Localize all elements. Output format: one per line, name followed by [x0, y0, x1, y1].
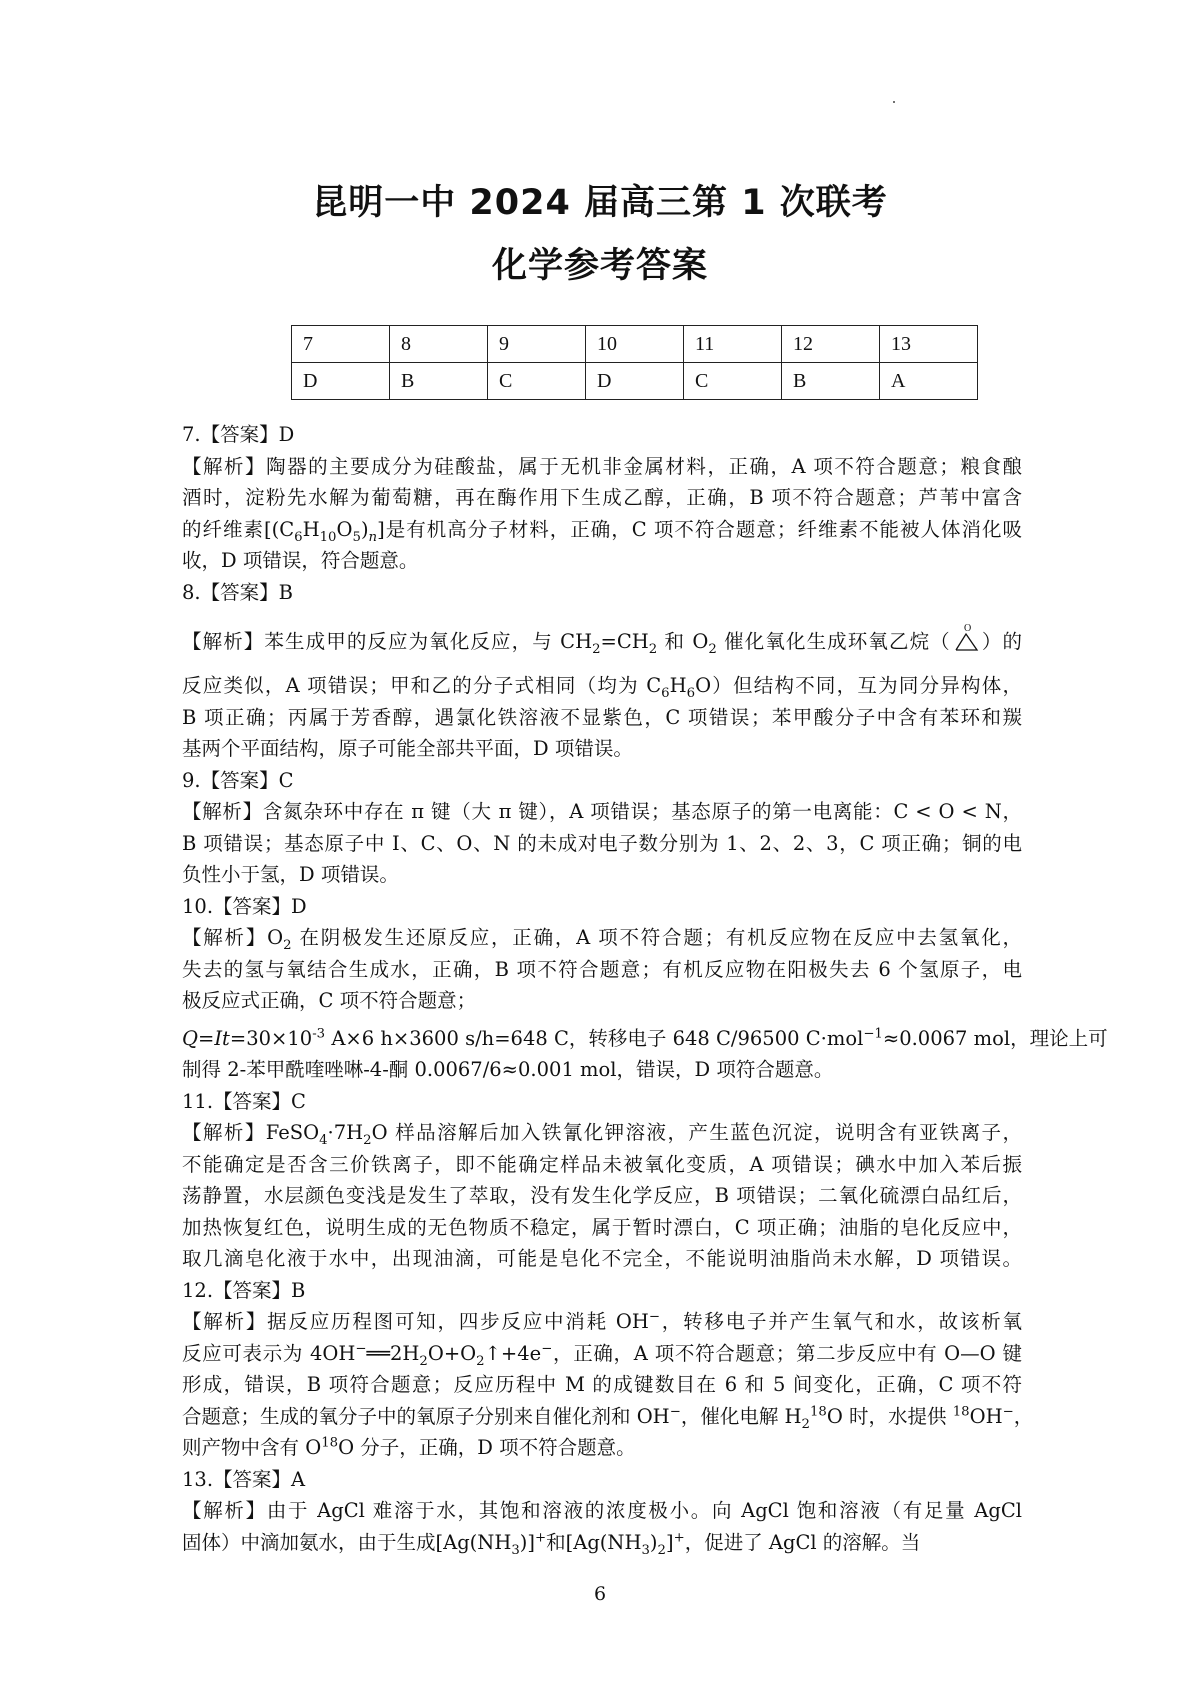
epoxide-oxygen-label: O — [963, 623, 972, 634]
answer-cell: D — [292, 363, 390, 400]
question-number-cell: 8 — [390, 326, 488, 363]
q12-explanation-line: 反应可表示为 $4OH^-══2H_2O+O_2↑+4e^-$，正确，A 项不符合题意；第二步反应中有 O—O 键 — [182, 1341, 1022, 1369]
question-number-cell: 10 — [586, 326, 684, 363]
question-number-cell: 13 — [880, 326, 978, 363]
q10-explanation-line: 失去的氢与氧结合生成水，正确，B 项不符合题意；有机反应物在阳极失去 6 个氢原子，电 — [182, 957, 1022, 981]
q7-answer: 7.【答案】D — [182, 423, 295, 446]
answer-cell: B — [390, 363, 488, 400]
q9-answer: 9.【答案】C — [182, 768, 294, 792]
scan-dot — [893, 101, 895, 103]
answer-table — [291, 325, 978, 400]
answer-cell: D — [586, 363, 684, 400]
question-number-cell: 7 — [292, 326, 390, 363]
q8-answer: 8.【答案】B — [182, 580, 293, 604]
q10-explanation-line: 【解析】$O_2$ 在阴极发生还原反应，正确，A 项不符合题；有机反应物在反应中去氢氧化， — [182, 926, 1022, 953]
q7-explanation-line: 的纤维素$[(C_6H_{10}O_5)_n]$是有机高分子材料，正确，C 项不符合题意；纤维素不能被人体消化吸 — [182, 517, 1023, 545]
q7-explanation-line: 【解析】陶器的主要成分为硅酸盐，属于无机非金属材料，正确，A 项不符合题意；粮食酿 — [182, 454, 1022, 478]
answer-table-numbers-row — [292, 326, 978, 363]
q10-answer: 10.【答案】D — [182, 894, 307, 918]
q9-explanation-line: B 项错误；基态原子中 I、C、O、N 的未成对电子数分别为 1、2、2、3，C 项正确；铜的电 — [182, 831, 1022, 855]
question-number-cell: 9 — [488, 326, 586, 363]
answer-table-answers-row — [292, 363, 978, 400]
q10-explanation-line: 极反应式正确，C 项不符合题意； — [182, 989, 477, 1012]
q11-explanation-line: 加热恢复红色，说明生成的无色物质不稳定，属于暂时漂白，C 项正确；油脂的皂化反应中， — [182, 1215, 1022, 1239]
q10-explanation-line: 制得 2-苯甲酰喹唑啉-4-酮 0.0067/6≈0.001 mol，错误，D 项符合题意。 — [182, 1058, 834, 1081]
q12-explanation-line: 【解析】据反应历程图可知，四步反应中消耗 OH−，转移电子并产生氧气和水，故该析氧 — [182, 1309, 1022, 1333]
q12-explanation-line: 合题意；生成的氧分子中的氧原子分别来自催化剂和 OH−，催化电解 $H_2^{18}O$ 时，水提供 $^{18}$OH−， — [182, 1404, 1034, 1432]
question-number-cell: 12 — [782, 326, 880, 363]
question-number-cell: 11 — [684, 326, 782, 363]
q10-explanation-line: $Q=It=30\times 10^{-3}$ A×6 h×3600 s/h=648 C，转移电子 648 C/96500 C·mol$^{-1}$≈0.0067 mol，理论上可 — [182, 1026, 1108, 1050]
q11-explanation-line: 不能确定是否含三价铁离子，即不能确定样品未被氧化变质，A 项错误；碘水中加入苯后振 — [182, 1152, 1022, 1176]
q8-explanation-line: 反应类似，A 项错误；甲和乙的分子式相同（均为 $C_6H_6O$）但结构不同，互为同分异构体， — [182, 674, 1022, 701]
q7-explanation-line: 收，D 项错误，符合题意。 — [182, 549, 419, 572]
q8-explanation-line: 基两个平面结构，原子可能全部共平面，D 项错误。 — [182, 737, 633, 760]
q13-explanation-line: 【解析】由于 AgCl 难溶于水，其饱和溶液的浓度极小。向 AgCl 饱和溶液（有足量 AgCl — [182, 1499, 1022, 1522]
answer-cell: C — [488, 363, 586, 400]
page-title: 昆明一中 2024 届高三第 1 次联考 — [312, 183, 888, 223]
epoxide-structure-icon — [951, 622, 981, 654]
q11-explanation-line: 荡静置，水层颜色变浅是发生了萃取，没有发生化学反应，B 项错误；二氧化硫漂白品红后， — [182, 1184, 1022, 1207]
q12-explanation-line: 形成，错误，B 项符合题意；反应历程中 M 的成键数目在 6 和 5 间变化，正确，C 项不符 — [182, 1373, 1022, 1396]
q7-explanation-line: 酒时，淀粉先水解为葡萄糖，再在酶作用下生成乙醇，正确，B 项不符合题意；芦苇中富含 — [182, 486, 1022, 509]
q11-answer: 11.【答案】C — [182, 1089, 306, 1113]
answer-cell: A — [880, 363, 978, 400]
q11-explanation-line: 【解析】$FeSO_4\cdot 7H_2O$ 样品溶解后加入铁氰化钾溶液，产生蓝色沉淀，说明含有亚铁离子， — [182, 1121, 1022, 1148]
answer-cell: B — [782, 363, 880, 400]
answer-explanations — [182, 419, 1108, 1558]
q9-explanation-line: 负性小于氢，D 项错误。 — [182, 863, 399, 886]
q12-explanation-line: 则产物中含有 $O^{18}O$ 分子，正确，D 项不符合题意。 — [182, 1435, 636, 1459]
q9-explanation-line: 【解析】含氮杂环中存在 π 键（大 π 键），A 项错误；基态原子的第一电离能：C < O < N， — [182, 800, 1022, 823]
q11-explanation-line: 取几滴皂化液于水中，出现油滴，可能是皂化不完全，不能说明油脂尚未水解，D 项错误。 — [182, 1247, 1022, 1270]
q12-answer: 12.【答案】B — [182, 1278, 306, 1302]
answer-cell: C — [684, 363, 782, 400]
page-subtitle: 化学参考答案 — [491, 246, 708, 286]
q8-explanation-line: B 项正确；丙属于芳香醇，遇氯化铁溶液不显紫色，C 项错误；苯甲酸分子中含有苯环和羰 — [182, 705, 1022, 729]
q13-explanation-line: 固体）中滴加氨水，由于生成$[Ag(NH_3)]^+$和$[Ag(NH_3)_2]^+$，促进了 AgCl 的溶解。当 — [182, 1530, 921, 1558]
q8-explanation-line: 【解析】苯生成甲的反应为氧化反应，与 $CH_2=CH_2$ 和 $O_2$ 催化氧化生成环氧乙烷（ O ）的 — [182, 623, 1023, 657]
q13-answer: 13.【答案】A — [182, 1467, 306, 1491]
page-number: 6 — [593, 1583, 607, 1605]
